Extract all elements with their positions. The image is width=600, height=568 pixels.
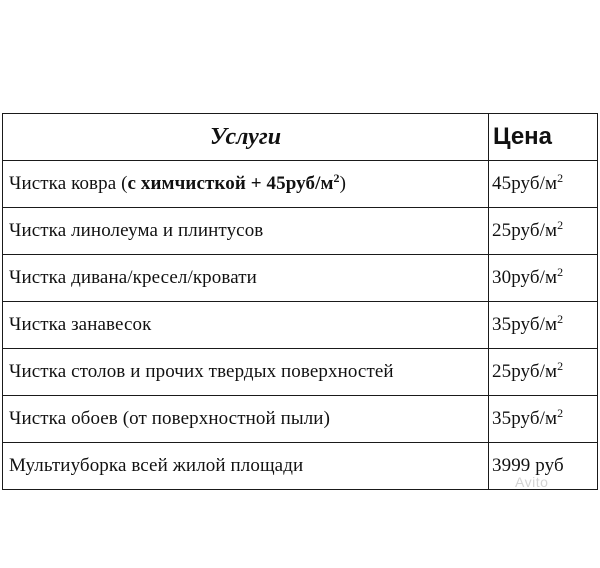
- header-services: Услуги: [3, 114, 489, 161]
- price-cell: $30руб/м^2$: [489, 255, 598, 302]
- service-cell: [3, 161, 489, 208]
- service-cell: Чистка линолеума и плинтусов: [3, 208, 489, 255]
- watermark: Avito: [515, 474, 549, 490]
- table-row: [3, 161, 598, 208]
- price-cell: $25руб/м^2$: [489, 349, 598, 396]
- service-cell: Чистка столов и прочих твердых поверхностей: [3, 349, 489, 396]
- service-text: Чистка ковра (: [9, 173, 128, 194]
- price-cell: 3999 руб: [489, 443, 598, 490]
- service-note-bold: с химчисткой + $45руб/м^2$: [127, 171, 340, 194]
- table-header-row: [3, 114, 598, 161]
- service-cell: Чистка дивана/кресел/кровати: [3, 255, 489, 302]
- table-row: [3, 302, 598, 349]
- table-row: [3, 349, 598, 396]
- price-cell: $45руб/м^2$: [489, 161, 598, 208]
- table-row: [3, 208, 598, 255]
- table-row: [3, 443, 598, 490]
- price-cell: $25руб/м^2$: [489, 208, 598, 255]
- service-cell: Чистка обоев (от поверхностной пыли): [3, 396, 489, 443]
- service-cell: Мультиуборка всей жилой площади: [3, 443, 489, 490]
- price-table: [2, 113, 598, 490]
- price-cell: $35руб/м^2$: [489, 302, 598, 349]
- table-row: [3, 255, 598, 302]
- table-row: [3, 396, 598, 443]
- header-price: Цена: [489, 114, 598, 161]
- service-text-end: ): [339, 173, 347, 194]
- service-cell: Чистка занавесок: [3, 302, 489, 349]
- price-cell: $35руб/м^2$: [489, 396, 598, 443]
